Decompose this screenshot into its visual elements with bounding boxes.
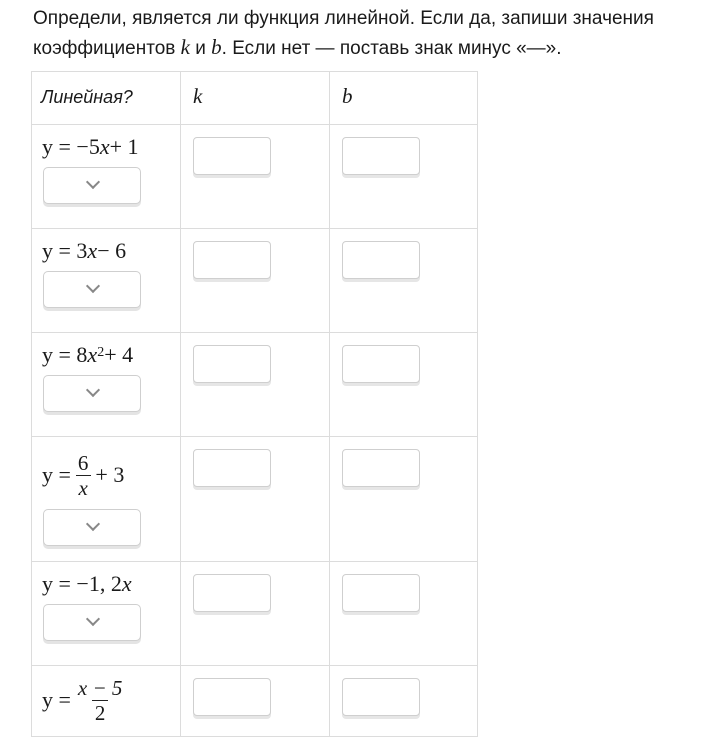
answer-table — [31, 71, 478, 737]
k-input[interactable] — [193, 345, 271, 383]
b-cell — [330, 229, 478, 333]
chevron-down-icon — [86, 279, 100, 293]
header-k: k — [181, 72, 330, 125]
linear-dropdown[interactable] — [43, 509, 141, 546]
b-cell — [330, 666, 478, 737]
chevron-down-icon — [86, 383, 100, 397]
b-cell — [330, 437, 478, 562]
table-row — [32, 125, 478, 229]
table-row — [32, 229, 478, 333]
k-cell — [181, 437, 330, 562]
b-input[interactable] — [342, 449, 420, 487]
linear-dropdown[interactable] — [43, 271, 141, 308]
function-cell — [32, 125, 181, 229]
k-cell — [181, 666, 330, 737]
header-linear: Линейная? — [32, 72, 181, 125]
k-cell — [181, 229, 330, 333]
equation: y = −5 x + 1 — [42, 134, 139, 159]
b-input[interactable] — [342, 345, 420, 383]
k-input[interactable] — [193, 574, 271, 612]
function-cell — [32, 437, 181, 562]
equation: y = −1, 2 x — [42, 571, 132, 596]
equation: y = 8 x $^2$ + 4 — [42, 342, 134, 367]
linear-dropdown[interactable] — [43, 604, 141, 641]
b-cell — [330, 333, 478, 437]
table-row — [32, 437, 478, 562]
k-input[interactable] — [193, 241, 271, 279]
equation: y = $\frac{x - 5}{2}$ — [42, 672, 180, 728]
equation: y = 3 x − 6 — [42, 238, 127, 263]
b-input[interactable] — [342, 574, 420, 612]
chevron-down-icon — [86, 612, 100, 626]
fraction: $\frac{6}{x}$ — [75, 451, 92, 500]
function-cell — [32, 562, 181, 666]
linear-dropdown[interactable] — [43, 375, 141, 412]
function-cell — [32, 229, 181, 333]
equation: y = $\frac{6}{x}$ + 3 — [42, 450, 125, 500]
linear-dropdown[interactable] — [43, 167, 141, 204]
chevron-down-icon — [86, 517, 100, 531]
fraction: $\frac{x - 5}{2}$ — [77, 675, 123, 725]
b-input[interactable] — [342, 137, 420, 175]
task-instruction: Определи, является ли функция линейной. Если да, запиши значения коэффициентов k и b. Если нет — поставь знак минус «—». — [33, 8, 654, 59]
b-cell — [330, 125, 478, 229]
function-cell — [32, 333, 181, 437]
b-cell — [330, 562, 478, 666]
k-input[interactable] — [193, 137, 271, 175]
header-b: b — [330, 72, 478, 125]
table-row — [32, 333, 478, 437]
table-header-row — [32, 72, 478, 125]
table-row — [32, 562, 478, 666]
table-row — [32, 666, 478, 737]
k-input[interactable] — [193, 678, 271, 716]
b-input[interactable] — [342, 241, 420, 279]
chevron-down-icon — [86, 175, 100, 189]
k-cell — [181, 562, 330, 666]
function-cell — [32, 666, 181, 737]
k-cell — [181, 125, 330, 229]
b-input[interactable] — [342, 678, 420, 716]
k-cell — [181, 333, 330, 437]
k-input[interactable] — [193, 449, 271, 487]
